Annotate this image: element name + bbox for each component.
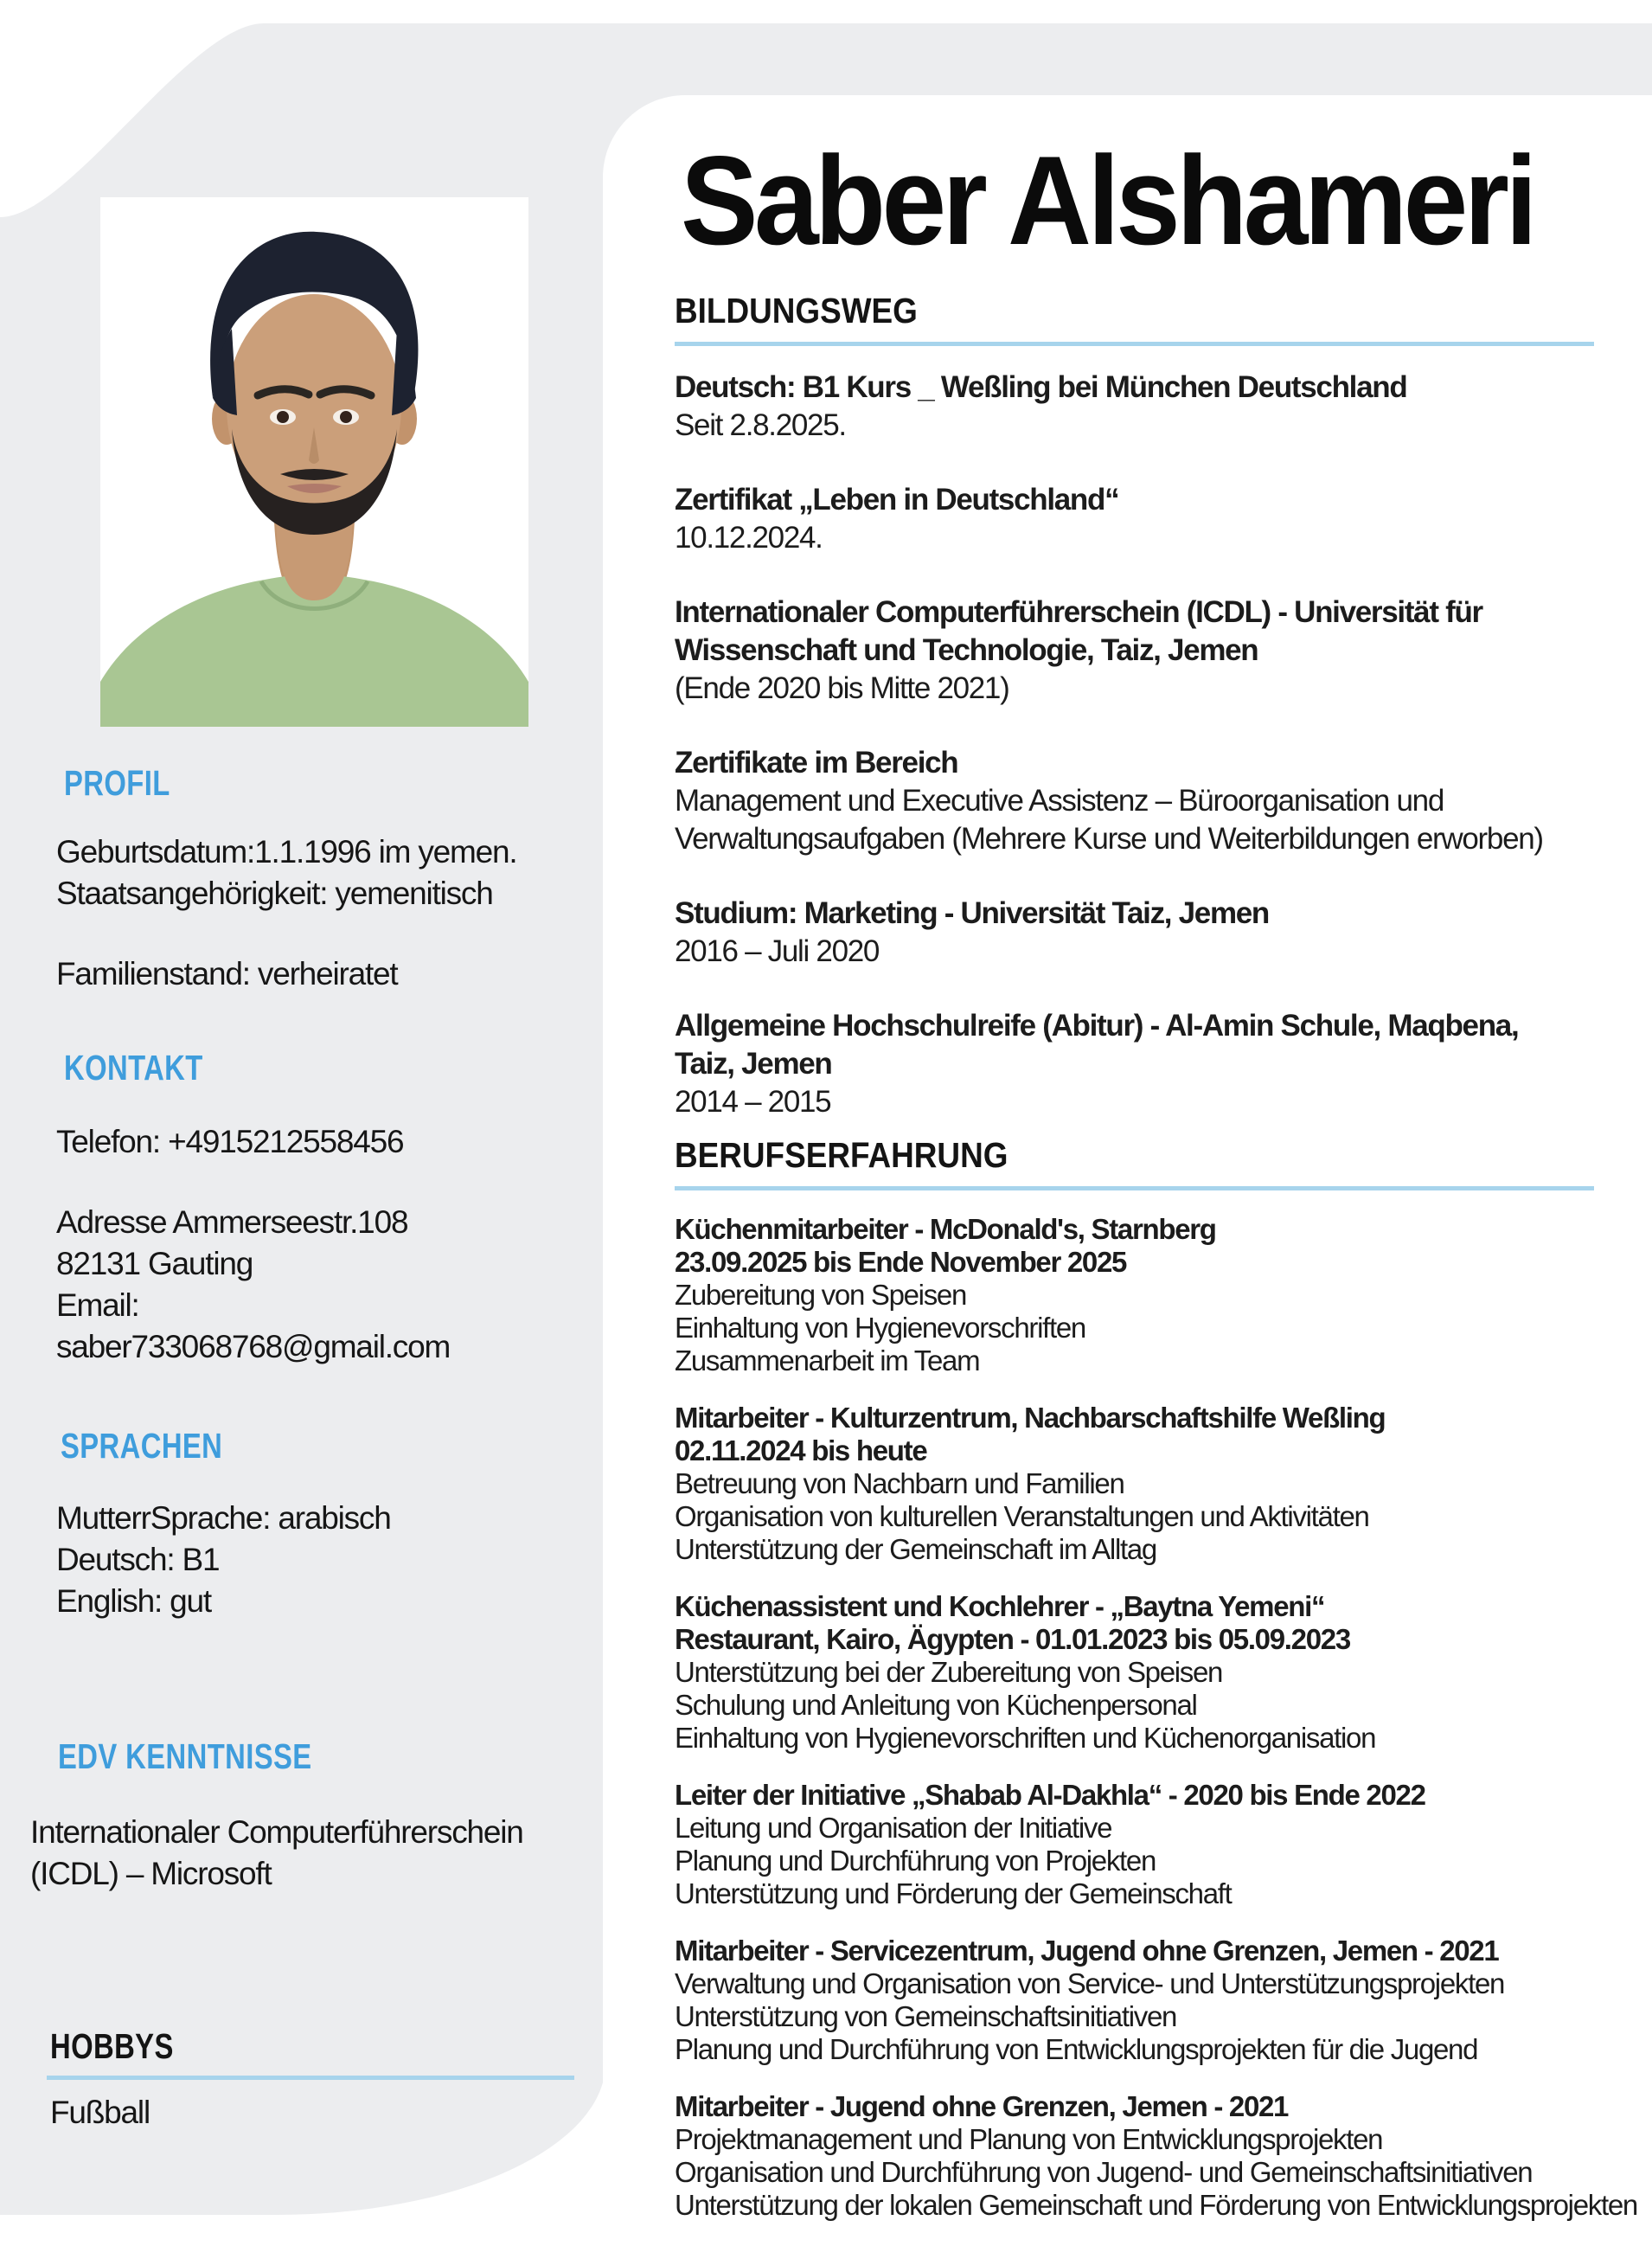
sidebar-section-sprachen	[56, 1426, 391, 1622]
job-entry	[675, 1935, 1594, 2066]
language-line: Deutsch: B1	[56, 1542, 220, 1577]
job-duty: Betreuung von Nachbarn und Familien	[675, 1467, 1124, 1499]
entry-detail: (Ende 2020 bis Mitte 2021)	[675, 671, 1009, 705]
berufserfahrung-heading	[675, 1135, 1594, 1176]
job-dates: Restaurant, Kairo, Ägypten - 01.01.2023 bis 05.09.2023	[675, 1623, 1350, 1655]
job-duty: Unterstützung und Förderung der Gemeinschaft	[675, 1877, 1232, 1909]
section-bildungsweg	[675, 291, 1594, 1158]
job-duty: Projektmanagement und Planung von Entwicklungsprojekten	[675, 2123, 1383, 2155]
profil-heading: PROFIL	[64, 763, 170, 803]
job-title: Leiter der Initiative „Shabab Al-Dakhla“ - 2020 bis Ende 2022	[675, 1779, 1425, 1811]
job-duty: Leitung und Organisation der Initiative	[675, 1812, 1112, 1844]
portrait-illustration	[100, 197, 528, 727]
job-duty: Organisation von kulturellen Veranstaltungen und Aktivitäten	[675, 1500, 1369, 1532]
hobby-line: Fußball	[50, 2095, 150, 2130]
section-berufserfahrung	[675, 1135, 1637, 2246]
sidebar-section-hobbys	[50, 2026, 574, 2134]
address-line: 82131 Gauting	[56, 1246, 253, 1281]
education-entry	[675, 1007, 1594, 1121]
edv-line: Internationaler Computerführerschein	[30, 1814, 523, 1850]
berufserfahrung-underline	[675, 1186, 1594, 1190]
entry-title: Internationaler Computerführerschein (ICDL) - Universität für	[675, 595, 1482, 629]
job-duty: Organisation und Durchführung von Jugend- und Gemeinschaftsinitiativen	[675, 2156, 1533, 2188]
job-title: Mitarbeiter - Kulturzentrum, Nachbarschaftshilfe Weßling	[675, 1402, 1386, 1434]
entry-detail: 10.12.2024.	[675, 521, 823, 555]
page-title-name: Saber Alshameri	[680, 130, 1534, 271]
job-duty: Unterstützung bei der Zubereitung von Speisen	[675, 1656, 1223, 1688]
entry-title: Taiz, Jemen	[675, 1047, 832, 1081]
entry-detail: 2016 – Juli 2020	[675, 934, 880, 968]
job-entry	[675, 1213, 1594, 1377]
education-entry	[675, 744, 1594, 858]
education-entry	[675, 369, 1594, 445]
email-text: saber733068768@gmail.com	[56, 1329, 451, 1364]
language-line: English: gut	[56, 1583, 211, 1619]
spacer	[56, 1163, 450, 1202]
job-duty: Einhaltung von Hygienevorschriften	[675, 1312, 1085, 1344]
job-dates: 23.09.2025 bis Ende November 2025	[675, 1246, 1127, 1278]
edv-line: (ICDL) – Microsoft	[30, 1856, 272, 1891]
entry-detail: Management und Executive Assistenz – Büroorganisation und	[675, 784, 1444, 818]
job-entry	[675, 1402, 1594, 1566]
job-duty: Planung und Durchführung von Projekten	[675, 1845, 1156, 1877]
sprachen-heading: SPRACHEN	[61, 1426, 223, 1466]
profil-line: Geburtsdatum:1.1.1996 im yemen.	[56, 834, 517, 870]
sidebar-section-profil	[56, 763, 517, 995]
entry-title: Allgemeine Hochschulreife (Abitur) - Al-Amin Schule, Maqbena,	[675, 1009, 1519, 1043]
kontakt-heading: KONTAKT	[64, 1048, 203, 1088]
entry-detail: 2014 – 2015	[675, 1085, 831, 1119]
email-label: Email:	[56, 1287, 139, 1323]
job-title: Mitarbeiter - Jugend ohne Grenzen, Jemen - 2021	[675, 2090, 1289, 2122]
curve-shape	[0, 23, 264, 219]
bildungsweg-heading	[675, 291, 1594, 331]
job-duty: Planung und Durchführung von Entwicklungsprojekten für die Jugend	[675, 2033, 1478, 2065]
top-left-curve	[0, 23, 264, 219]
bildungsweg-entries	[675, 369, 1594, 1121]
job-entry	[675, 1779, 1594, 1910]
bildungsweg-heading-text: BILDUNGSWEG	[675, 291, 918, 330]
education-entry	[675, 481, 1594, 557]
education-entry	[675, 594, 1594, 708]
phone-text: Telefon: +4915212558456	[56, 1124, 404, 1159]
job-duty: Unterstützung von Gemeinschaftsinitiativen	[675, 2000, 1177, 2032]
profil-line: Staatsangehörigkeit: yemenitisch	[56, 876, 493, 911]
job-title: Mitarbeiter - Servicezentrum, Jugend ohne Grenzen, Jemen - 2021	[675, 1935, 1499, 1967]
edv-heading: EDV KENNTNISSE	[58, 1736, 312, 1776]
job-duty: Zusammenarbeit im Team	[675, 1344, 980, 1376]
job-duty: Unterstützung der Gemeinschaft im Alltag	[675, 1533, 1156, 1565]
address-line: Adresse Ammerseestr.108	[56, 1204, 408, 1240]
profil-line: Familienstand: verheiratet	[56, 956, 398, 991]
entry-detail: Verwaltungsaufgaben (Mehrere Kurse und Weiterbildungen erworben)	[675, 822, 1543, 856]
berufserfahrung-entries	[675, 1213, 1637, 2222]
job-duty: Schulung und Anleitung von Küchenpersonal	[675, 1689, 1197, 1721]
job-title: Küchenmitarbeiter - McDonald's, Starnberg	[675, 1213, 1216, 1245]
hobbys-heading: HOBBYS	[50, 2026, 174, 2066]
job-duty: Einhaltung von Hygienevorschriften und Küchenorganisation	[675, 1722, 1376, 1754]
job-duty: Verwaltung und Organisation von Service- und Unterstützungsprojekten	[675, 1967, 1505, 1999]
entry-title: Zertifikate im Bereich	[675, 746, 958, 780]
job-duty: Unterstützung der lokalen Gemeinschaft und Förderung von Entwicklungsprojekten	[675, 2189, 1637, 2221]
entry-title: Zertifikat „Leben in Deutschland“	[675, 483, 1119, 517]
profile-photo	[100, 197, 528, 727]
job-title: Küchenassistent und Kochlehrer - „Baytna Yemeni“	[675, 1590, 1325, 1622]
entry-title: Wissenschaft und Technologie, Taiz, Jemen	[675, 633, 1258, 667]
entry-detail: Seit 2.8.2025.	[675, 408, 846, 442]
job-entry	[675, 1590, 1594, 1755]
berufserfahrung-heading-text: BERUFSERFAHRUNG	[675, 1135, 1008, 1175]
entry-title: Deutsch: B1 Kurs _ Weßling bei München Deutschland	[675, 370, 1407, 404]
job-duty: Zubereitung von Speisen	[675, 1279, 967, 1311]
bildungsweg-underline	[675, 342, 1594, 346]
sidebar-section-edv	[30, 1736, 523, 1895]
sidebar-section-kontakt	[56, 1048, 450, 1368]
entry-title: Studium: Marketing - Universität Taiz, Jemen	[675, 896, 1270, 930]
language-line: MutterrSprache: arabisch	[56, 1500, 391, 1536]
education-entry	[675, 895, 1594, 971]
hobbys-underline	[47, 2076, 574, 2080]
spacer	[56, 914, 517, 953]
job-entry	[675, 2090, 1637, 2222]
job-dates: 02.11.2024 bis heute	[675, 1434, 927, 1466]
